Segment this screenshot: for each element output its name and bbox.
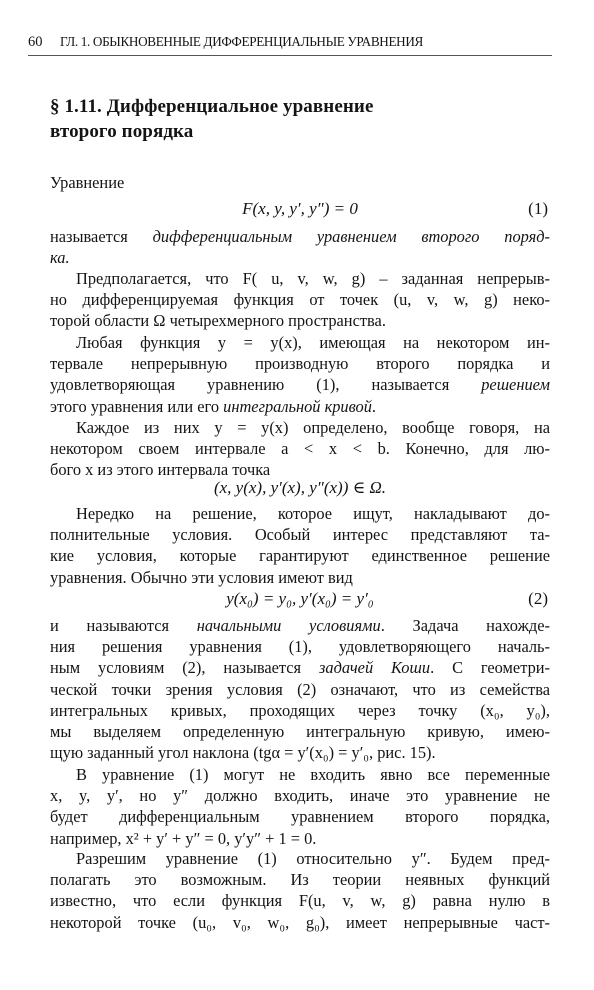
equation-2-formula: y(x₀) = y₀, y′(x₀) = y′₀ [226, 589, 374, 608]
text-line: ния решения уравнения (1), удовлетворяющего началь- [50, 637, 550, 657]
text-span: . С геометри- [430, 658, 550, 678]
text-line: полагать это возможным. Из теории неявных функций [50, 870, 550, 890]
header-rule [28, 55, 552, 56]
text-span: . [371, 396, 377, 416]
paragraph-cauchy [50, 615, 550, 763]
section-title-line-1: § 1.11. Дифференциальное уравнение [50, 96, 374, 117]
paragraph-definition [50, 226, 550, 268]
text-line [50, 396, 550, 417]
text-line [50, 374, 550, 395]
emphasized-term: ка. [50, 248, 70, 268]
text-line: Предполагается, что F( u, v, w, g) – заданная непрерыв- [76, 269, 550, 288]
text-span: и называются [50, 616, 197, 635]
intro-line: Уравнение [50, 173, 125, 192]
text-line: торой области Ω четырехмерного пространства. [50, 311, 386, 331]
text-span: . Задача нахожде- [380, 616, 550, 635]
text-line: x, y, y′, но y″ должно входить, иначе это уравнение не [50, 786, 550, 806]
emphasized-term: задачей Коши [319, 658, 431, 678]
point-formula [50, 476, 550, 500]
text-line: Нередко на решение, которое ищут, накладывают до- [76, 504, 550, 523]
text-line [50, 247, 550, 268]
emphasized-term: дифференциальным уравнением второго поряд- [152, 227, 550, 246]
section-title [50, 94, 520, 144]
text-line: интегральных кривых, проходящих через точку (x₀, y₀), [50, 700, 550, 720]
text-line: В уравнение (1) могут не входить явно все переменные [76, 765, 550, 784]
text-line: ческой точки зрения условия (2) означают, что из семейства [50, 679, 550, 699]
text-span: этого уравнения или его [50, 396, 224, 416]
text-line: щую заданный угол наклона (tgα = y′(x₀) = y′₀, рис. 15). [50, 743, 436, 763]
paragraph-assumption [50, 268, 550, 332]
paragraph-solution [50, 332, 550, 417]
text-line: известно, что если функция F(u, v, w, g) равна нулю в [50, 891, 550, 911]
text-line: некоторой точке (u₀, v₀, w₀, g₀), имеет непрерывные част- [50, 912, 550, 932]
intro-paragraph [50, 172, 550, 193]
text-line: некотором своем интервале a < x < b. Конечно, для лю- [50, 439, 550, 459]
paragraph-conditions [50, 503, 550, 588]
equation-2 [50, 587, 550, 611]
emphasized-term: начальными условиями [196, 616, 381, 635]
page-number: 60 [28, 34, 43, 50]
text-line: уравнения. Обычно эти условия имеют вид [50, 567, 353, 587]
text-span: ным условиям (2), называется [50, 658, 319, 678]
equation-1-number: (1) [528, 199, 548, 218]
paragraph-resolve [50, 848, 550, 933]
text-line: Разрешим уравнение (1) относительно y″. Будем пред- [76, 849, 550, 868]
equation-1 [50, 197, 550, 221]
text-line: тервале непрерывную производную второго порядка и [50, 354, 550, 374]
text-line: но дифференцируемая функция от точек (u, v, w, g) неко- [50, 290, 550, 310]
text-line: например, x² + y′ + y″ = 0, y′y″ + 1 = 0. [50, 828, 317, 848]
emphasized-term: интегральной кривой [223, 396, 372, 416]
text-line: кие условия, которые гарантируют единственное решение [50, 546, 550, 566]
text-line: будет дифференциальным уравнением второго порядка, [50, 807, 550, 827]
point-formula-text: (x, y(x), y′(x), y″(x)) ∈ Ω. [213, 478, 387, 497]
text-span: называется [50, 227, 153, 246]
text-line: Любая функция y = y(x), имеющая на некотором ин- [76, 333, 550, 352]
text-line: Каждое из них y = y(x) определено, вообще говоря, на [76, 418, 550, 437]
text-line: мы выделяем определенную интегральную кривую, имею- [50, 721, 550, 741]
text-line [50, 657, 550, 678]
emphasized-term: решением [481, 375, 550, 395]
running-title: ГЛ. 1. ОБЫКНОВЕННЫЕ ДИФФЕРЕНЦИАЛЬНЫЕ УРАВНЕНИЯ [60, 34, 423, 49]
equation-2-number: (2) [528, 589, 548, 608]
text-line: бого x из этого интервала точка [50, 460, 271, 480]
paragraph-interval [50, 417, 550, 481]
paragraph-variables [50, 764, 550, 849]
equation-1-formula: F(x, y, y′, y″) = 0 [242, 199, 358, 218]
text-line: полнительные условия. Особый интерес представляют та- [50, 525, 550, 545]
section-title-line-2: второго порядка [50, 121, 194, 142]
text-line [50, 615, 550, 636]
text-line [50, 226, 550, 247]
running-head [28, 33, 548, 51]
text-span: удовлетворяющая уравнению (1), называется [50, 375, 482, 395]
